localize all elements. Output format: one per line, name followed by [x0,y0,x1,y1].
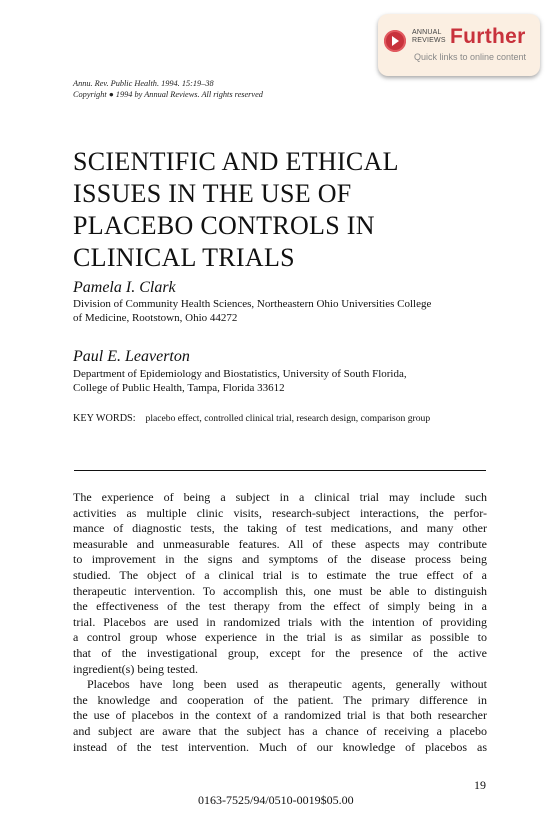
body-line: instead of the test intervention. Much of our knowledge of placebos as [73,739,487,754]
body-line: activities as multiple clinic visits, research-subject interactions, the perfor- [73,505,487,520]
badge-further-label: Further [450,25,526,48]
body-text [73,490,487,755]
body-line: the knowledge and cooperation of the patient. The primary difference in [73,692,487,707]
key-words [73,413,430,424]
body-line: ingredient(s) being tested. [73,661,198,676]
body-line: studied. The object of a clinical trial is to estimate the true effect of a [73,567,487,582]
play-icon [384,30,406,52]
badge-quick-links: Quick links to online content [414,52,527,62]
title-line: ISSUES IN THE USE OF [73,179,352,208]
body-line: the effectiveness of the test therapy from the effect of simply being in a [73,599,487,614]
key-words-label: KEY WORDS: [73,413,136,424]
copyright-line: Copyright ● 1994 by Annual Reviews. All rights reserved [73,89,263,99]
author-affiliation: Division of Community Health Sciences, Northeastern Ohio Universities College of Medicine, Rootstown, Ohio 44272 [73,298,432,324]
body-line: and subject are aware that the subject has a chance of receiving a placebo [73,723,487,738]
body-line: mance of diagnostic tests, the taking of test medications, and many other [73,521,487,536]
author-affiliation: Department of Epidemiology and Biostatistics, University of South Florida, College of Public Health, Tampa, Florida 33612 [73,368,407,394]
title-line: CLINICAL TRIALS [73,243,295,272]
body-line: measurable and unmeasurable features. All of these aspects may contribute [73,536,487,551]
body-line: to improvement in the signs and symptoms of the disease process being [73,552,487,567]
key-words-text: placebo effect, controlled clinical trial, research design, comparison group [145,413,431,424]
body-line: The experience of being a subject in a clinical trial may include such [73,490,487,504]
title-line: SCIENTIFIC AND ETHICAL [73,147,399,176]
body-line: the use of placebos in the context of a randomized trial is that both researcher [73,708,487,723]
badge-annual-reviews: ANNUAL REVIEWS [412,29,446,44]
body-line: trial. Placebos are used in randomized trials with the intention of providing [73,614,487,629]
title-line: PLACEBO CONTROLS IN [73,211,375,240]
issn-code: 0163-7525/94/0510-0019$05.00 [198,793,354,807]
body-line: that of the investigational group, except for the presence of the active [73,645,487,660]
page-number: 19 [474,778,486,792]
journal-citation [73,79,263,100]
author-name: Paul E. Leaverton [73,348,190,365]
further-badge[interactable] [378,14,540,76]
body-line: a control group whose experience in the trial is as similar as possible to [73,630,487,645]
body-line: therapeutic intervention. To accomplish this, one must be able to distinguish [73,583,487,598]
citation-line: Annu. Rev. Public Health. 1994. 15:19–38 [73,79,214,88]
section-divider [74,470,486,471]
author-name: Pamela I. Clark [73,279,176,296]
article-title [73,146,399,274]
body-line: Placebos have long been used as therapeutic agents, generally without [87,677,487,692]
